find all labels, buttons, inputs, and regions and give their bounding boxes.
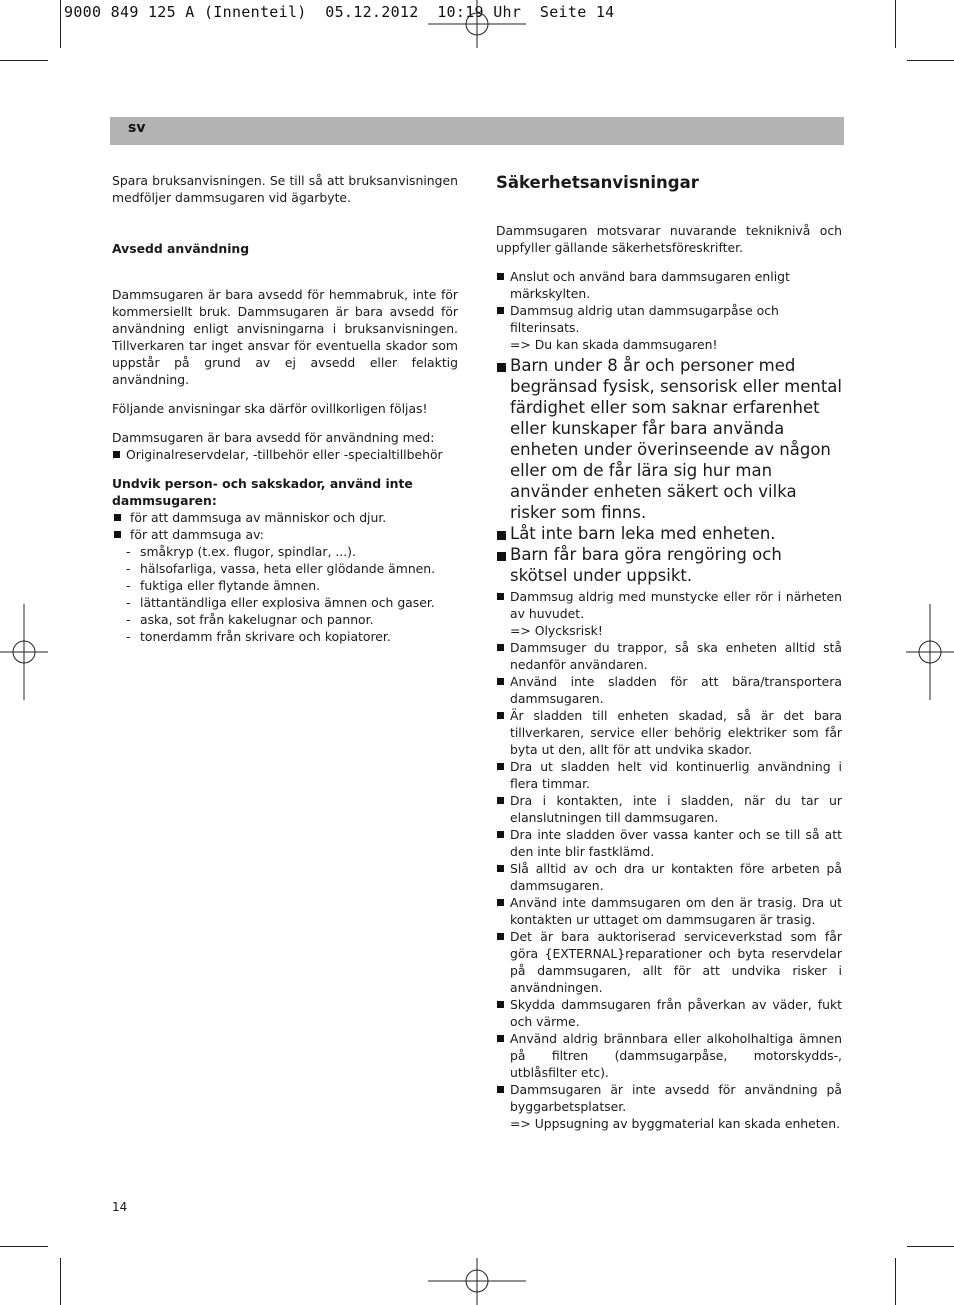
language-code: sv: [128, 120, 146, 136]
list-item: Dammsug aldrig utan dammsugarpåse och filterinsats.: [496, 302, 842, 336]
crop-mark: [0, 1246, 48, 1247]
crop-mark: [907, 60, 954, 61]
left-column: [112, 172, 458, 645]
crop-mark: [907, 1246, 954, 1247]
safety-title: Säkerhetsanvisningar: [496, 173, 699, 192]
crop-mark: [895, 1258, 896, 1305]
registration-mark-top: [428, 0, 526, 48]
list-item: Anslut och använd bara dammsugaren enligt märkskylten.: [496, 268, 842, 302]
list-item: för att dammsuga av:: [112, 526, 458, 543]
sub-list-item: - lättantändliga eller explosiva ämnen och gaser.: [112, 594, 458, 611]
list-note: => Du kan skada dammsugaren!: [510, 337, 718, 352]
crop-mark: [895, 0, 896, 48]
safety-list-a: [496, 268, 842, 353]
sub-list-item: - småkryp (t.ex. flugor, spindlar, ...).: [112, 543, 458, 560]
list-item: Barn under 8 år och personer med begränsad fysisk, sensorisk eller mental färdighet eller som saknar erfarenhet eller kunskaper får bara använda enheten under överinseende av någon eller om de får lära sig hur man använder enheten säkert och vilka risker som finns.: [496, 355, 842, 523]
sub-list-item: - tonerdamm från skrivare och kopiatorer.: [112, 628, 458, 645]
list-note: => Uppsugning av byggmaterial kan skada enheten.: [510, 1116, 841, 1131]
list-item: Använd aldrig brännbara eller alkoholhaltiga ämnen på filtren (dammsugarpåse, motorskydds-, utblåsfilter etc).: [496, 1030, 842, 1081]
list-item: Använd inte sladden för att bära/transportera dammsugaren.: [496, 673, 842, 707]
list-item: Slå alltid av och dra ur kontakten före arbeten på dammsugaren.: [496, 860, 842, 894]
sub-list-item: - aska, sot från kakelugnar och pannor.: [112, 611, 458, 628]
list-item: Originalreservdelar, -tillbehör eller -specialtillbehör: [112, 446, 458, 463]
intro-text: Spara bruksanvisningen. Se till så att bruksanvisningen medföljer dammsugaren vid ägarbyte.: [112, 173, 458, 205]
list-item: Dra ut sladden helt vid kontinuerlig användning i flera timmar.: [496, 758, 842, 792]
child-safety-list: [496, 355, 842, 586]
avoid-sub-list: [112, 543, 458, 645]
crop-mark: [60, 1258, 61, 1305]
intended-use-text: Dammsugaren är bara avsedd för hemmabruk, inte för kommersiellt bruk. Dammsugaren är bara avsedd för användning enligt anvisningarna i bruksanvisningen. Tillverkaren tar inget ansvar för eventuella skador som uppstår på grund av ej avsedd eller felaktig användning.: [112, 287, 458, 387]
list-item: Dammsuger du trappor, så ska enheten alltid stå nedanför användaren.: [496, 639, 842, 673]
list-item: Skydda dammsugaren från påverkan av väder, fukt och värme.: [496, 996, 842, 1030]
list-item: Dra inte sladden över vassa kanter och se till så att den inte blir fastklämd.: [496, 826, 842, 860]
list-item: Är sladden till enheten skadad, så är det bara tillverkaren, service eller behörig elektriker som får byta ut den, allt för att undvika skador.: [496, 707, 842, 758]
avoid-list: [112, 509, 458, 543]
list-item: för att dammsuga av människor och djur.: [112, 509, 458, 526]
crop-mark: [0, 60, 48, 61]
heading-avoid-damage: Undvik person- och sakskador, använd inte dammsugaren:: [112, 476, 413, 508]
safety-list-b: [496, 588, 842, 1132]
print-header: 9000 849 125 A (Innenteil) 05.12.2012 10:19 Uhr Seite 14: [64, 3, 615, 21]
follow-instructions-text: Följande anvisningar ska därför ovillkorligen följas!: [112, 401, 428, 416]
sub-list-item: - fuktiga eller flytande ämnen.: [112, 577, 458, 594]
crop-mark: [60, 0, 61, 48]
right-column: [496, 172, 842, 1132]
heading-intended-use: Avsedd användning: [112, 241, 250, 256]
list-item: Dammsug aldrig med munstycke eller rör i närheten av huvudet.: [496, 588, 842, 622]
registration-mark-right: [906, 604, 954, 700]
safety-intro: Dammsugaren motsvarar nuvarande tekniknivå och uppfyller gällande säkerhetsföreskrifter.: [496, 223, 842, 255]
list-item: Använd inte dammsugaren om den är trasig. Dra ut kontakten ur uttaget om dammsugaren är trasig.: [496, 894, 842, 928]
only-with-list: [112, 446, 458, 463]
only-with-text: Dammsugaren är bara avsedd för användning med:: [112, 430, 435, 445]
registration-mark-bottom: [428, 1258, 526, 1305]
list-item: Barn får bara göra rengöring och skötsel under uppsikt.: [496, 544, 842, 586]
list-item: Dammsugaren är inte avsedd för användning på byggarbetsplatser.: [496, 1081, 842, 1115]
list-item: Dra i kontakten, inte i sladden, när du tar ur elanslutningen till dammsugaren.: [496, 792, 842, 826]
language-bar: [110, 117, 844, 145]
list-item: Låt inte barn leka med enheten.: [496, 523, 842, 544]
page-number: 14: [112, 1200, 128, 1214]
list-item: Det är bara auktoriserad serviceverkstad som får göra {EXTERNAL}reparationer och byta reservdelar på dammsugaren, allt för att undvika risker i användningen.: [496, 928, 842, 996]
sub-list-item: - hälsofarliga, vassa, heta eller glödande ämnen.: [112, 560, 458, 577]
registration-mark-left: [0, 604, 48, 700]
list-note: => Olycksrisk!: [510, 623, 603, 638]
